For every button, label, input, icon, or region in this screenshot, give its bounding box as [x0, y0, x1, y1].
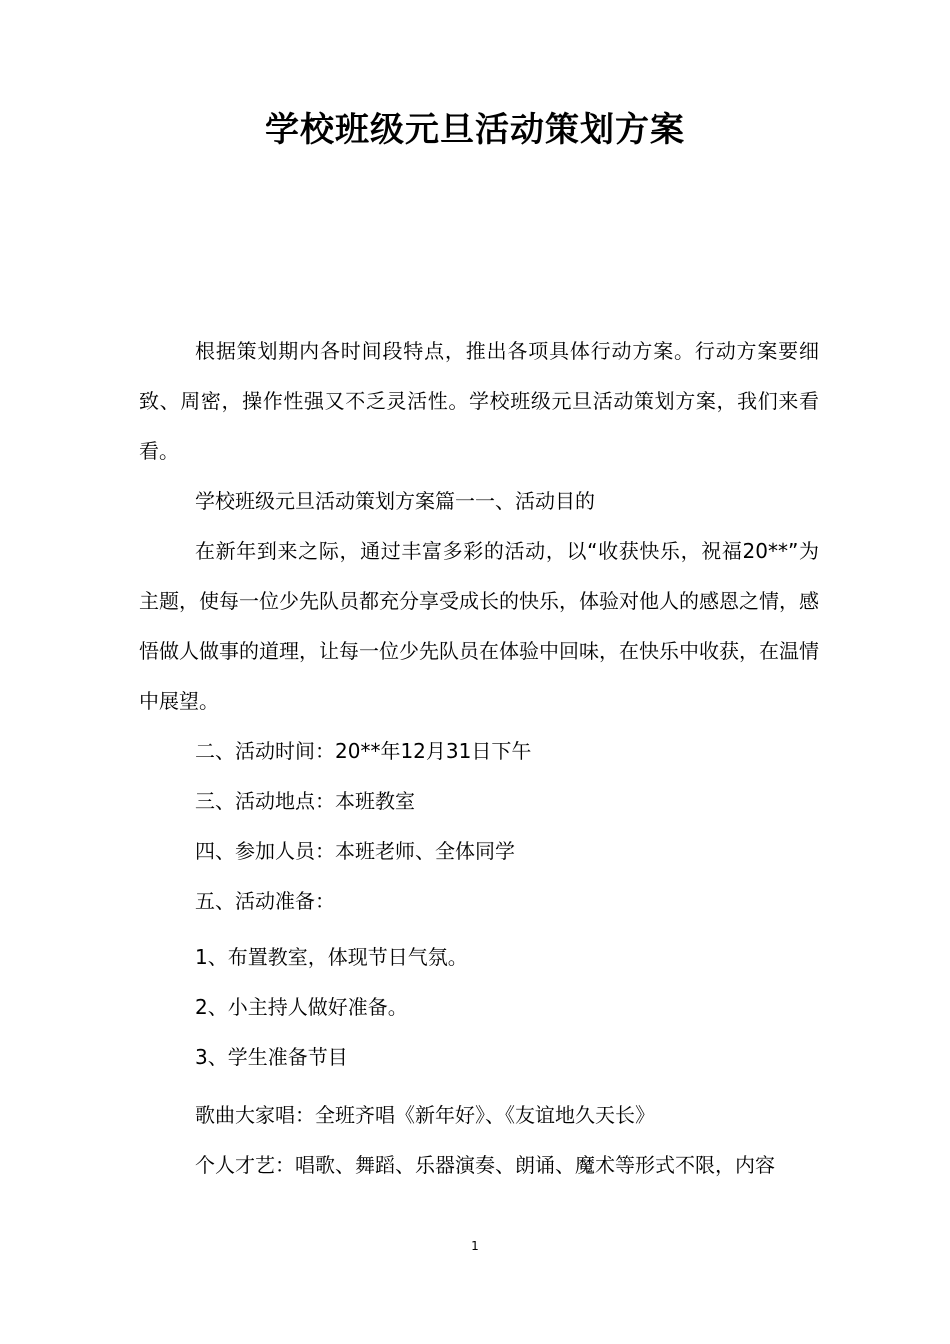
paragraph-location: 三、活动地点：本班教室	[195, 789, 415, 813]
paragraph-talents: 个人才艺：唱歌、舞蹈、乐器演奏、朗诵、魔术等形式不限，内容	[195, 1153, 775, 1177]
paragraph-section-heading: 学校班级元旦活动策划方案篇一一、活动目的	[195, 489, 595, 513]
page-number: 1	[471, 1239, 479, 1253]
paragraph-prep-item-3: 3、学生准备节目	[195, 1045, 348, 1069]
paragraph-goal: 在新年到来之际，通过丰富多彩的活动，以“收获快乐，祝福20**”为主题，使每一位少先队员都充分享受成长的快乐，体验对他人的感恩之情，感悟做人做事的道理，让每一位少先队员在体验中回味，在快乐中收获，在温情中展望。	[139, 539, 819, 713]
paragraph-intro: 根据策划期内各时间段特点，推出各项具体行动方案。行动方案要细致、周密，操作性强又不乏灵活性。学校班级元旦活动策划方案，我们来看看。	[139, 339, 819, 463]
paragraph-preparation: 五、活动准备：	[195, 889, 335, 913]
document-body	[139, 326, 819, 1190]
paragraph-participants: 四、参加人员：本班老师、全体同学	[195, 839, 515, 863]
paragraph-prep-item-1: 1、布置教室，体现节日气氛。	[195, 945, 468, 969]
paragraph-songs: 歌曲大家唱：全班齐唱《新年好》、《友谊地久天长》	[195, 1103, 655, 1127]
paragraph-prep-item-2: 2、小主持人做好准备。	[195, 995, 408, 1019]
document-title: 学校班级元旦活动策划方案	[265, 110, 685, 150]
paragraph-time: 二、活动时间：20**年12月31日下午	[195, 739, 532, 763]
